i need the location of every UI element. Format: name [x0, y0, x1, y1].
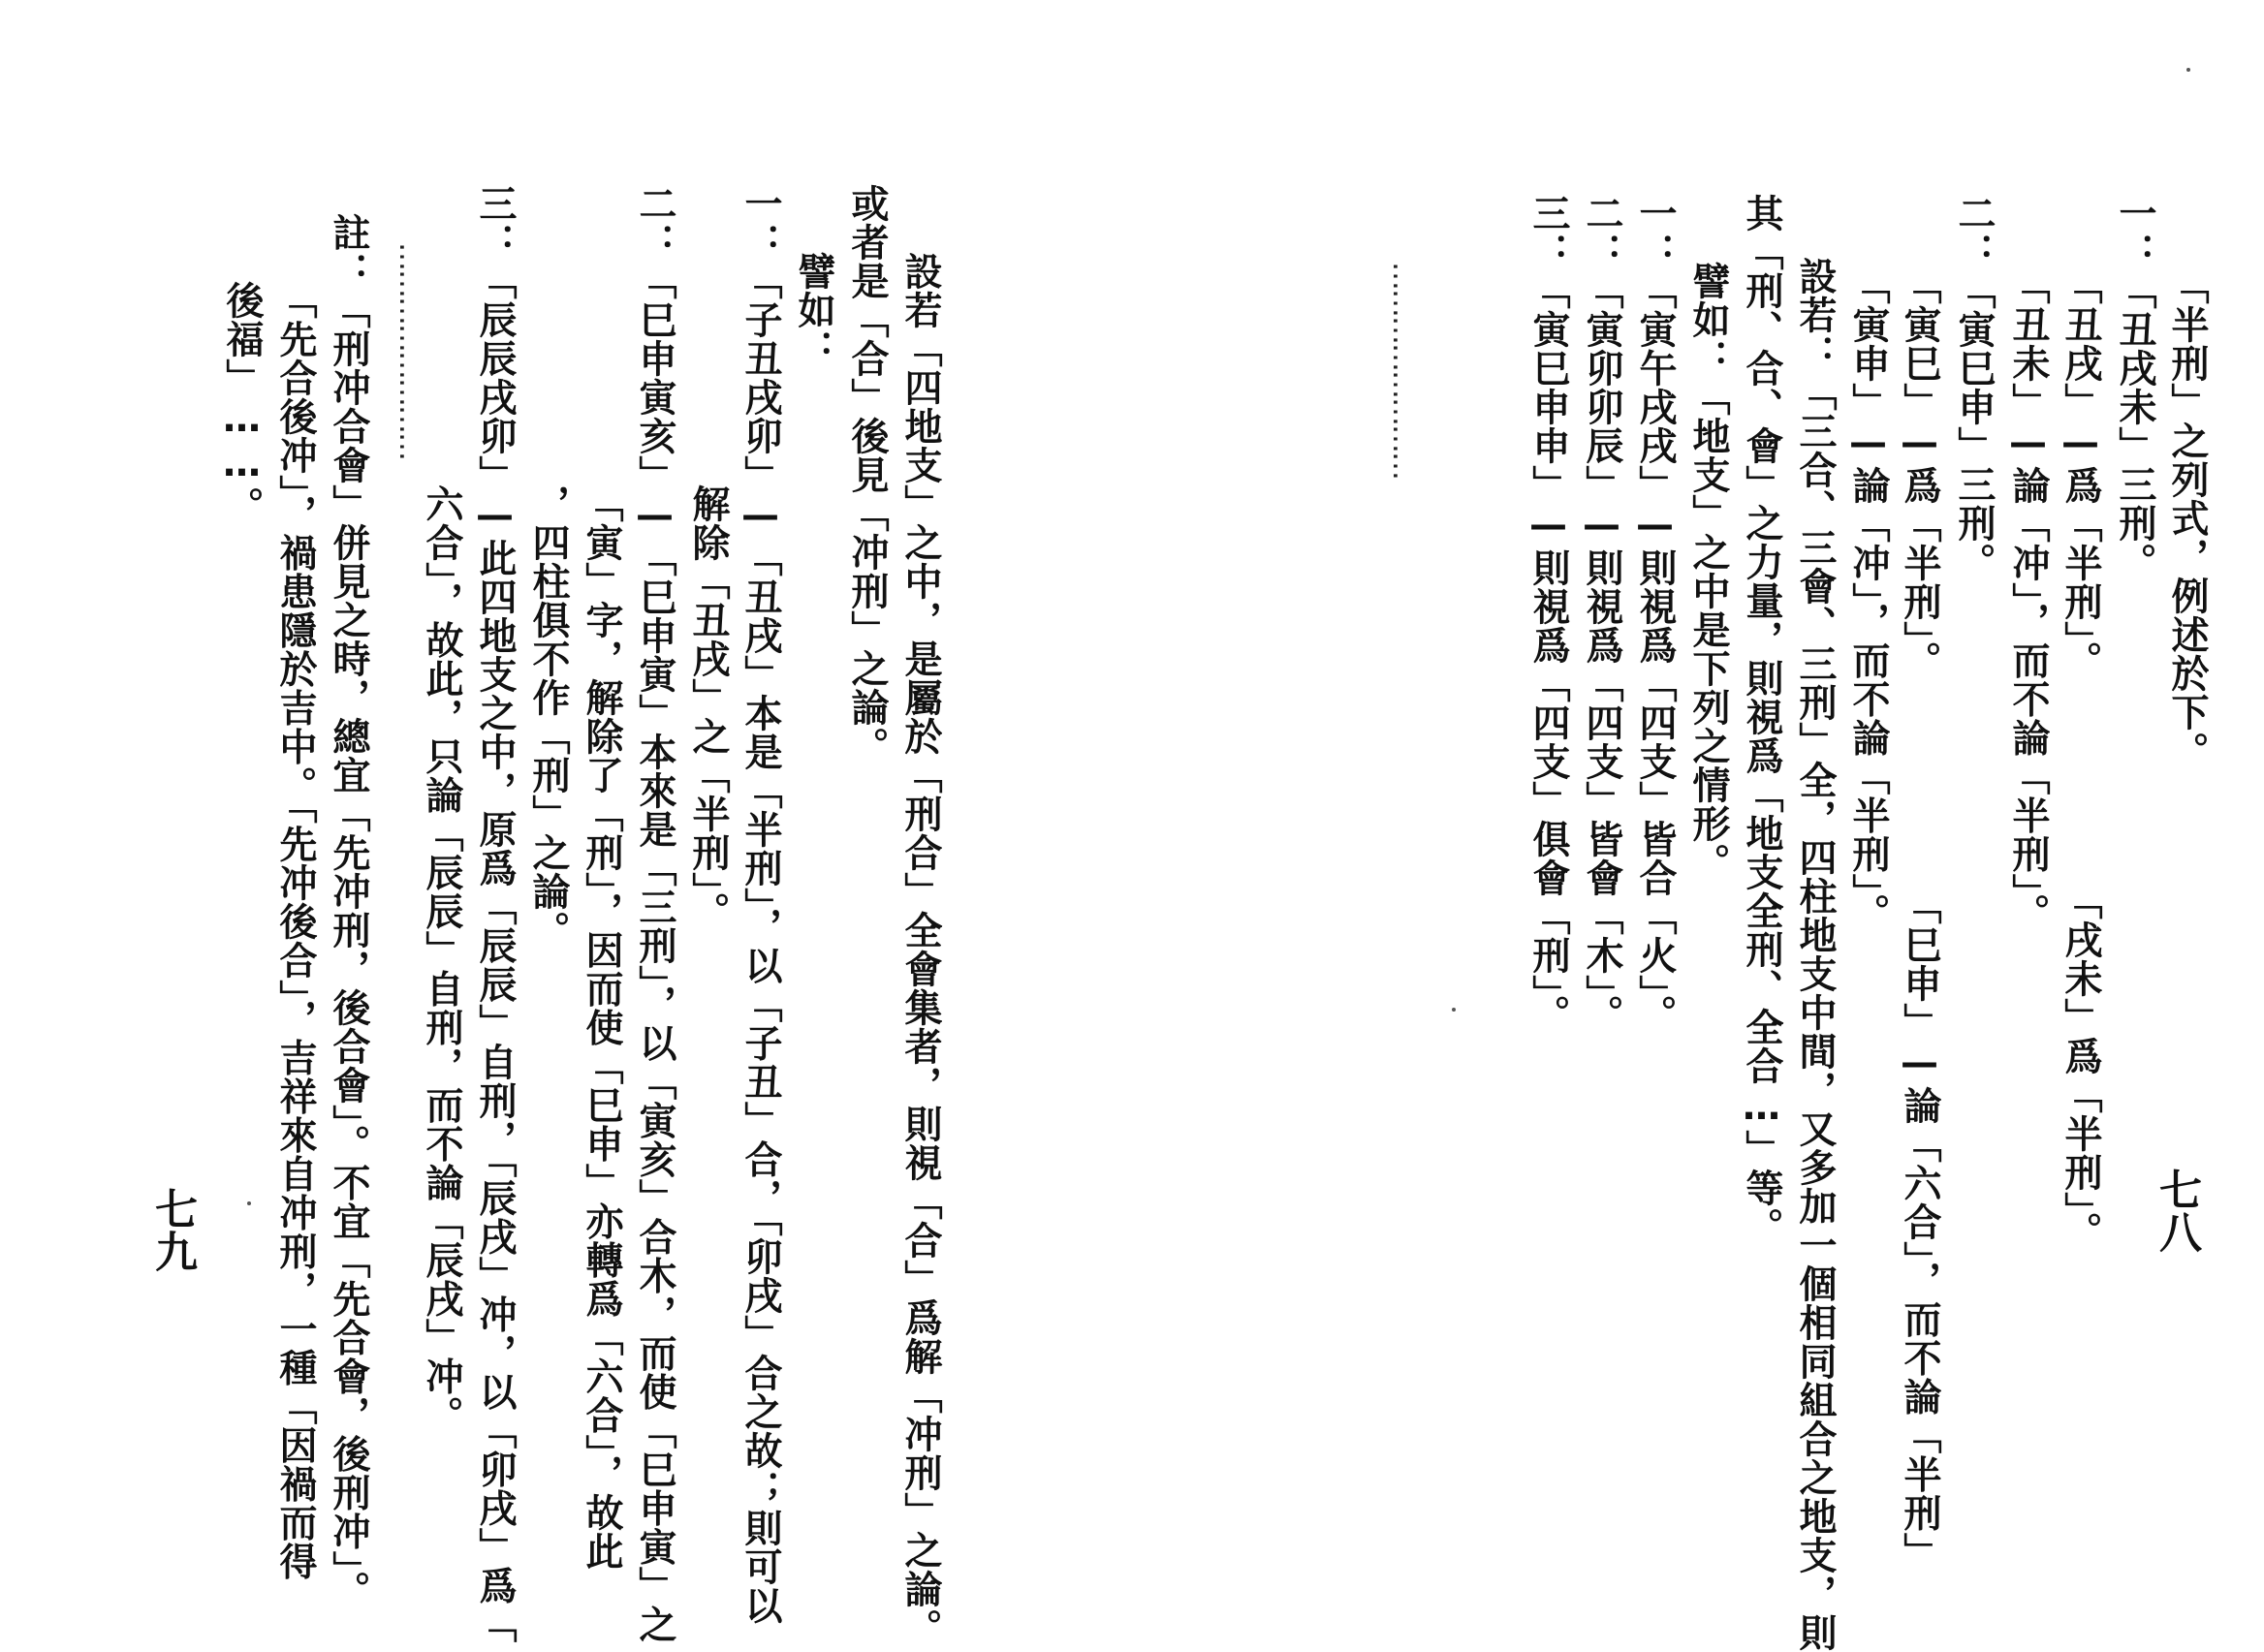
- text-line: 譬如：: [792, 252, 835, 368]
- text-line: 設若：「三合、三會、三刑」全，四柱地支中間，又多加一個相同組合之地支，則: [1793, 257, 1837, 1652]
- text-line: 三：「寅巳申申」—則視爲「四支」俱會「刑」。: [1526, 194, 1570, 1034]
- text-line: 註：「刑冲合會」併見之時，總宜「先冲刑，後合會」。不宜「先合會，後刑冲」。: [327, 213, 370, 1609]
- text-line: 「丑戌」—爲「半刑」。: [2059, 266, 2102, 680]
- text-line: 二：「寅巳申」三刑。: [1952, 194, 1996, 581]
- dotted-separator: ……………………: [1386, 262, 1420, 479]
- text-line: 一：「丑戌未」三刑。: [2113, 194, 2156, 581]
- text-line: 解除「丑戌」之「半刑」。: [686, 484, 730, 931]
- text-line: 設若「四地支」之中，是屬於「刑合」全會集者，則視「合」爲解「冲刑」之論。: [898, 252, 942, 1647]
- page-number-79: 七九: [147, 1187, 197, 1272]
- scan-speck: [1452, 1008, 1456, 1012]
- text-line: 「巳申」—論「六合」，而不論「半刑」: [1898, 887, 1941, 1572]
- text-line: 一：「子丑戌卯」—「丑戌」本是「半刑」，以「子丑」合，「卯戌」合之故；則可以: [739, 184, 782, 1625]
- text-line: 「寅巳」—爲「半刑」。: [1898, 266, 1941, 680]
- text-line: 「寅申」—論「冲」，而不論「半刑」。: [1846, 266, 1890, 932]
- text-line: 二：「巳申寅亥」—「巳申寅」本來是「三刑」，以「寅亥」合木，而使「巳申寅」之: [633, 184, 676, 1644]
- text-line: 或者是「合」後見「冲刑」之論。: [845, 184, 889, 765]
- scan-speck: [2186, 68, 2190, 72]
- text-line: 一：「寅午戌戌」—則視爲「四支」皆合「火」。: [1633, 194, 1677, 1034]
- text-line: 其「刑、合、會」之力量，則視爲「地支全刑、全合…」等。: [1740, 194, 1783, 1246]
- text-line: 後福」……。: [220, 281, 264, 525]
- left-page: [0, 0, 1132, 1647]
- text-line: 譬如：「地支」之中是下列之情形。: [1686, 262, 1730, 882]
- text-line: 「丑未」—論「冲」，而不論「半刑」。: [2006, 266, 2050, 932]
- text-line: ，四柱俱不作「刑」之論。: [526, 484, 570, 950]
- text-line: 「戌未」爲「半刑」。: [2059, 882, 2102, 1251]
- text-line: 「半刑」之列式，例述於下。: [2165, 266, 2209, 770]
- text-line: 「寅」字，解除了「刑」，因而使「巳申」亦轉爲「六合」，故此: [580, 484, 623, 1571]
- text-line: 二：「寅卯卯辰」—則視爲「四支」皆會「木」。: [1580, 194, 1623, 1034]
- text-line: 「先合後冲」，禍患隱於吉中。「先冲後合」，吉祥來自冲刑，一種「因禍而得: [273, 281, 317, 1581]
- page-number-78: 七八: [2152, 1168, 2201, 1253]
- dotted-separator: ……………………: [393, 242, 426, 459]
- text-line: 三：「辰辰戌卯」—此四地支之中，原爲「辰辰」自刑，「辰戌」冲，以「卯戌」爲「: [473, 184, 517, 1644]
- scan-speck: [247, 1201, 251, 1205]
- right-page: [1132, 0, 2264, 1652]
- text-line: 六合」，故此，只論「辰辰」自刑，而不論「辰戌」冲。: [420, 484, 463, 1435]
